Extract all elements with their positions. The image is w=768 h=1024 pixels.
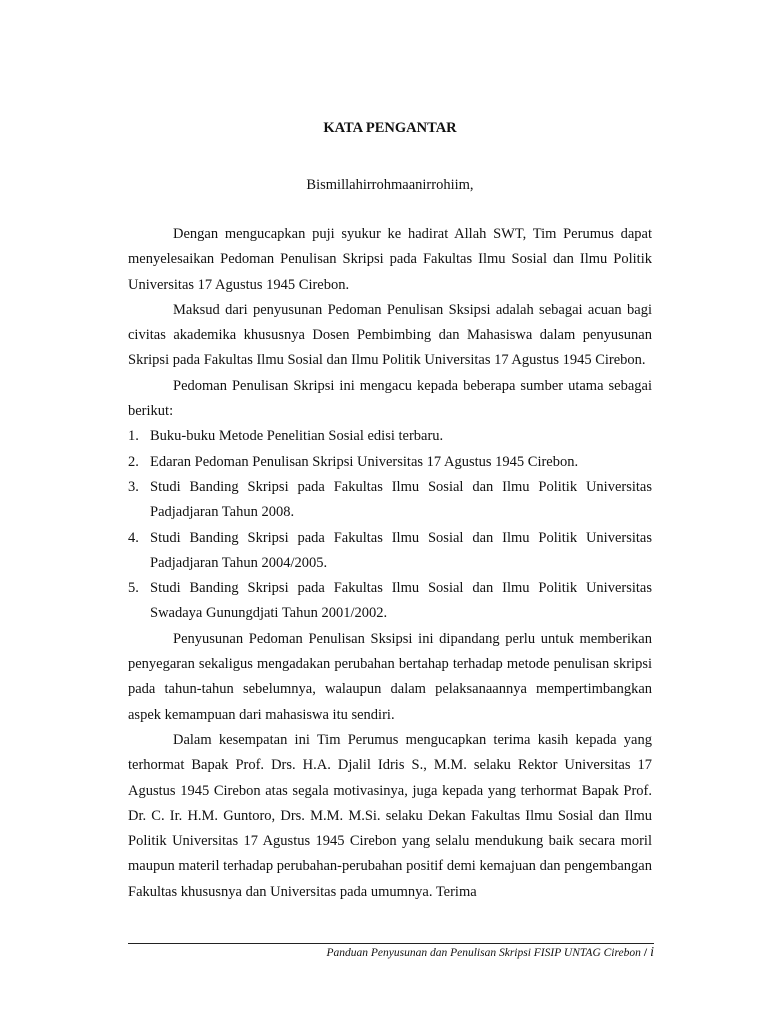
list-text: Buku-buku Metode Penelitian Sosial edisi terbaru. <box>150 428 444 445</box>
footer-divider <box>128 943 654 944</box>
list-number: 3. <box>128 478 139 495</box>
paragraph-sources: Pedoman Penulisan Skripsi ini mengacu kepada beberapa sumber utama sebagai berikut: <box>128 377 652 420</box>
paragraph-acknowledgement: Dalam kesempatan ini Tim Perumus mengucapkan terima kasih kepada yang terhormat Bapak Prof. Drs. H.A. Djalil Idris S., M.M. selaku Rektor Universitas 17 Agustus 1945 Cirebon atas segala motivasinya, juga kepada yang terhormat Bapak Prof. Dr. C. Ir. H.M. Guntoro, Drs. M.M. M.Si. selaku Dekan Fakultas Ilmu Sosial dan Ilmu Politik Universitas 17 Agustus 1945 Cirebon yang selalu mendukung baik secara moril maupun materil terhadap perubahan-perubahan positif demi kemajuan dan pengembangan Fakultas khususnya dan Universitas pada umumnya. Terima <box>128 731 652 900</box>
paragraph-intro: Dengan mengucapkan puji syukur ke hadirat Allah SWT, Tim Perumus dapat menyelesaikan Pedoman Penulisan Skripsi pada Fakultas Ilmu Sosial dan Ilmu Politik Universitas 17 Agustus 1945 Cirebon. <box>128 226 652 293</box>
list-text: Studi Banding Skripsi pada Fakultas Ilmu Sosial dan Ilmu Politik Universitas Swadaya Gunungdjati Tahun 2001/2002. <box>150 580 652 622</box>
page-content <box>128 116 652 905</box>
list-number: 5. <box>128 580 139 597</box>
footer-separator: / <box>643 947 648 959</box>
list-text: Studi Banding Skripsi pada Fakultas Ilmu Sosial dan Ilmu Politik Universitas Padjadjaran Tahun 2008. <box>150 478 652 521</box>
list-item <box>128 450 652 475</box>
list-item <box>128 576 652 627</box>
list-number: 4. <box>128 529 139 546</box>
paragraph-rationale: Penyusunan Pedoman Penulisan Sksipsi ini dipandang perlu untuk memberikan penyegaran sekaligus mengadakan perubahan bertahap terhadap metode penulisan skripsi pada tahun-tahun sebelumnya, walaupun dalam pelaksanaannya mempertimbangkan aspek kemampuan dari mahasiswa itu sendiri. <box>128 630 652 723</box>
page-footer <box>326 945 654 961</box>
list-number: 1. <box>128 428 139 445</box>
list-item <box>128 475 652 526</box>
reference-list <box>128 424 652 626</box>
list-number: 2. <box>128 453 139 470</box>
page-title: KATA PENGANTAR <box>323 120 457 136</box>
list-text: Edaran Pedoman Penulisan Skripsi Universitas 17 Agustus 1945 Cirebon. <box>150 453 579 470</box>
footer-text: Panduan Penyusunan dan Penulisan Skripsi FISIP UNTAG Cirebon <box>326 947 641 959</box>
page-number: i <box>650 945 654 960</box>
greeting: Bismillahirrohmaanirrohiim, <box>306 177 474 193</box>
list-item <box>128 526 652 577</box>
list-item <box>128 424 652 449</box>
list-text: Studi Banding Skripsi pada Fakultas Ilmu Sosial dan Ilmu Politik Universitas Padjadjaran Tahun 2004/2005. <box>150 529 652 571</box>
paragraph-purpose: Maksud dari penyusunan Pedoman Penulisan Sksipsi adalah sebagai acuan bagi civitas akademika khususnya Dosen Pembimbing dan Mahasiswa dalam penyusunan Skripsi pada Fakultas Ilmu Sosial dan Ilmu Politik Universitas 17 Agustus 1945 Cirebon. <box>128 301 652 369</box>
